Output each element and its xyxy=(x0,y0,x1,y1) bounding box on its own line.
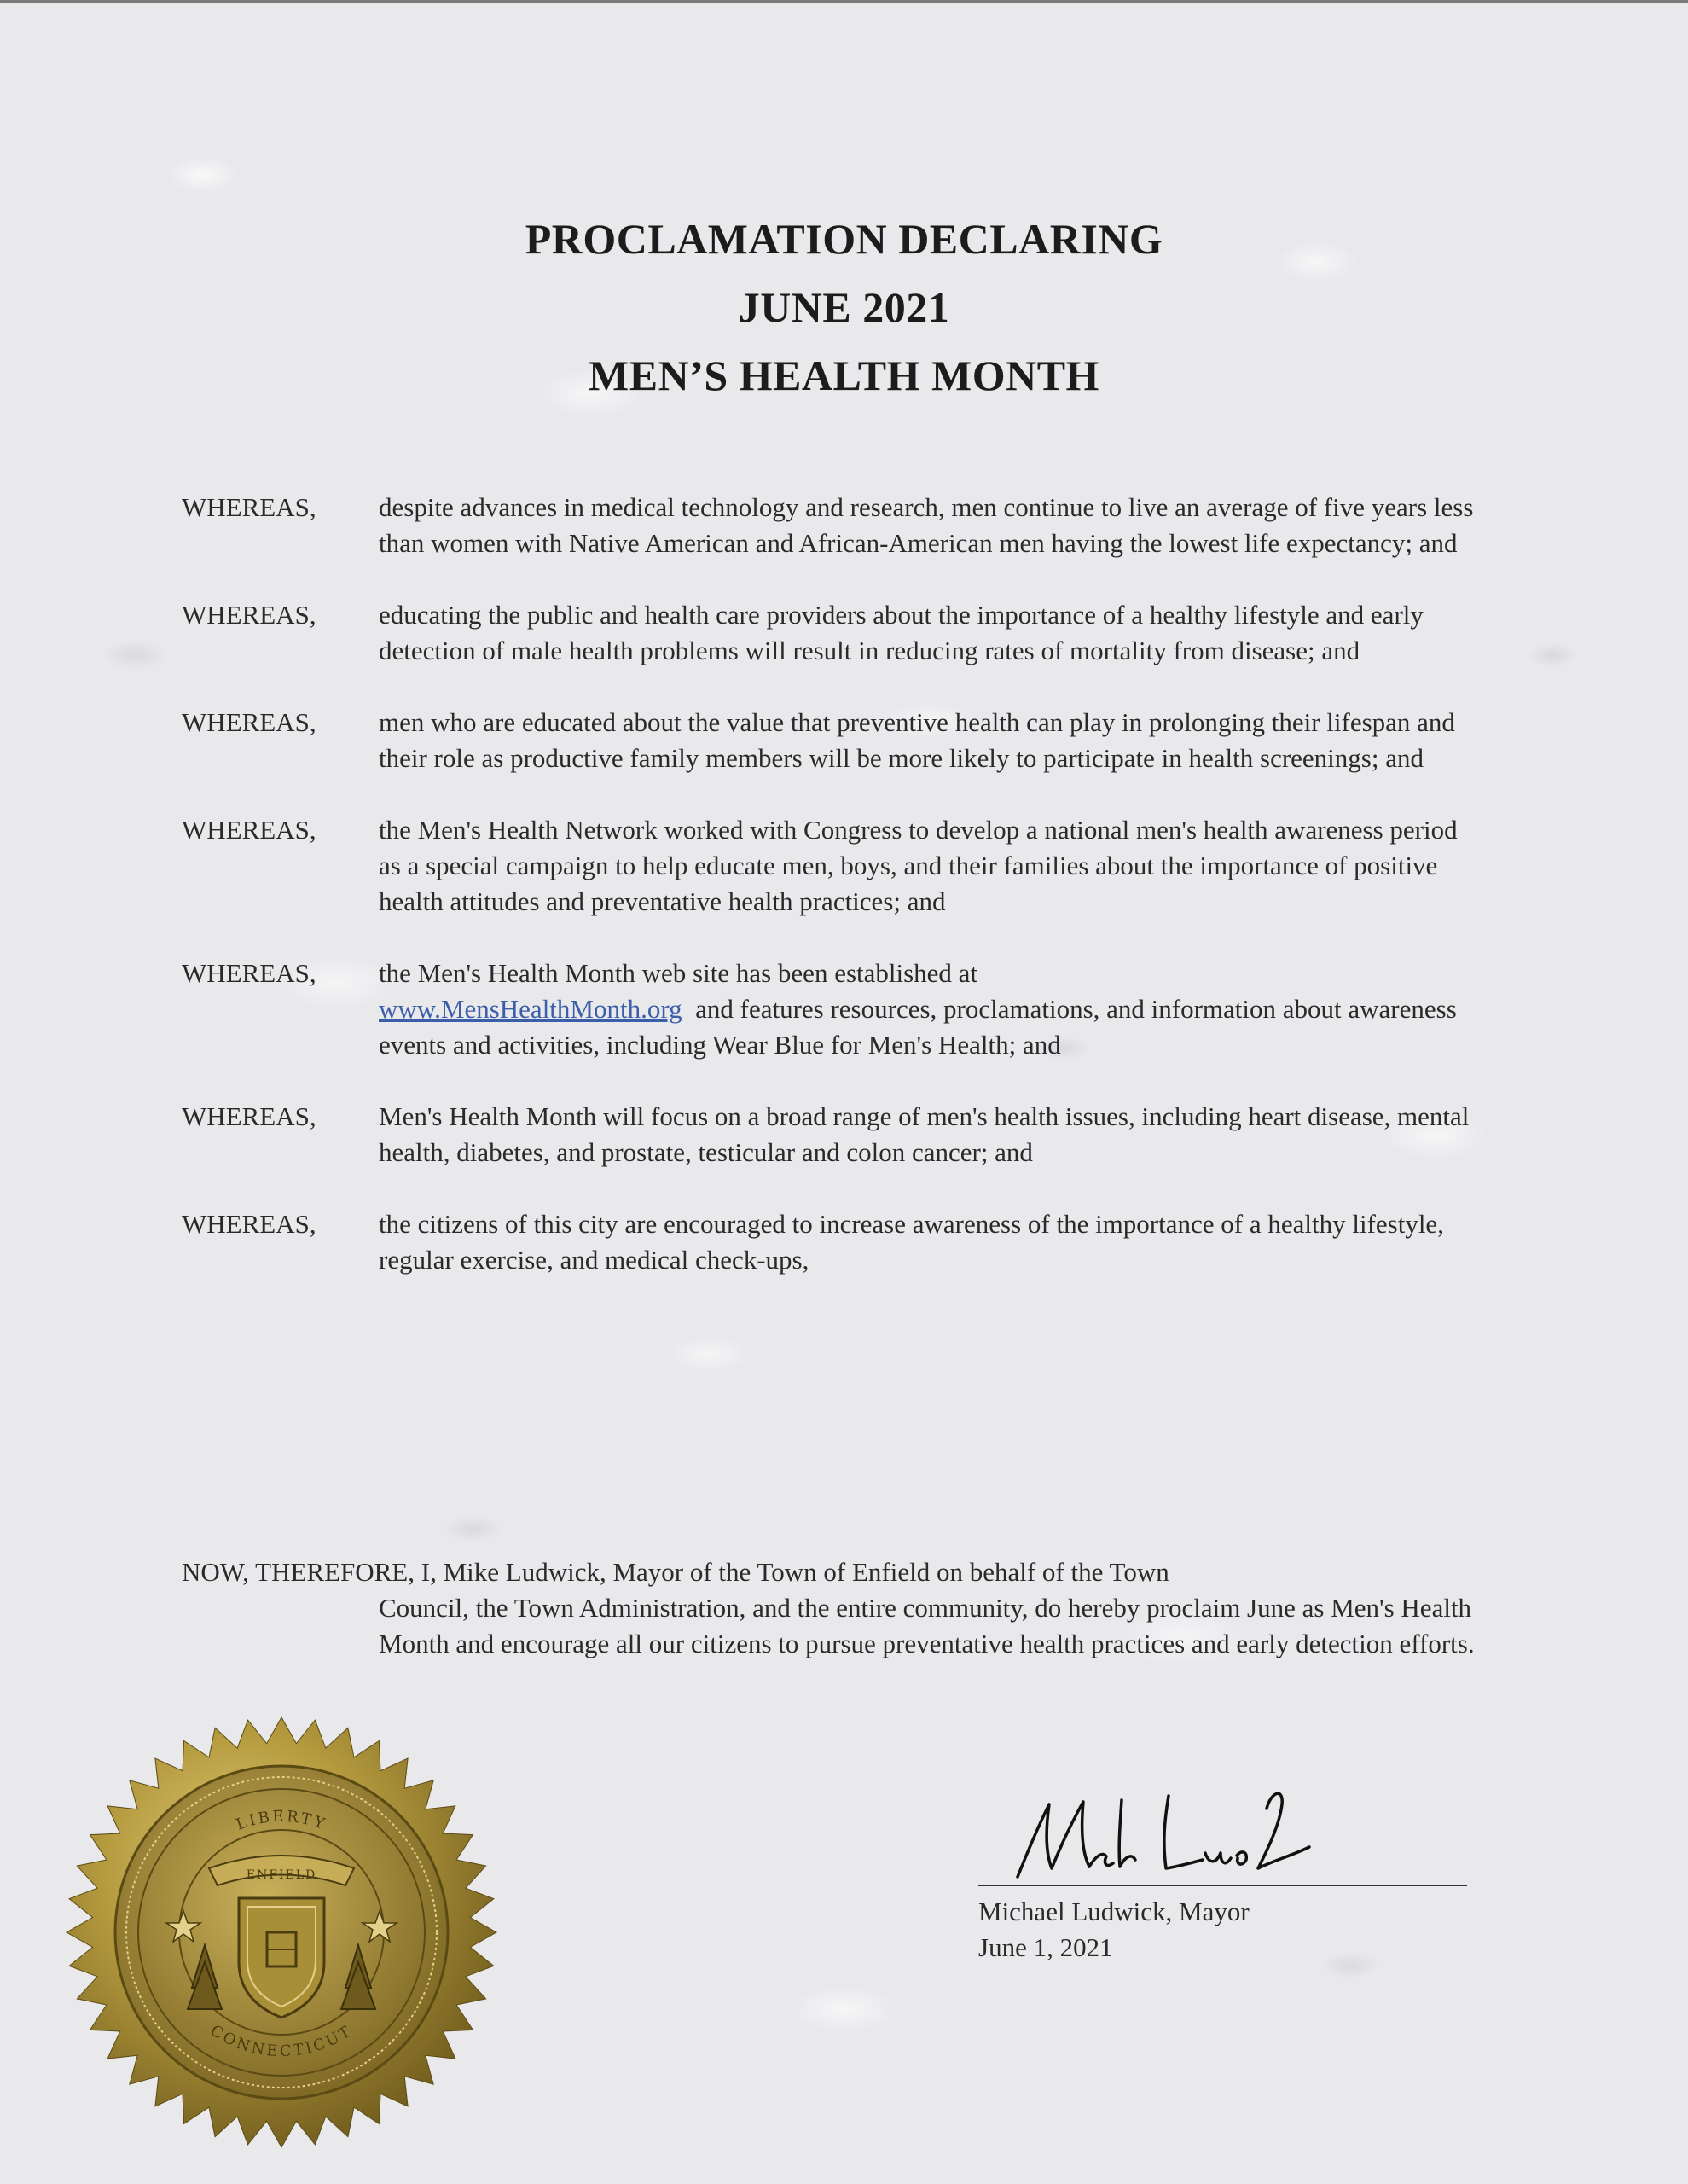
seal-top-text: LIBERTY xyxy=(234,1807,329,1834)
website-link[interactable]: www.MensHealthMonth.org xyxy=(379,994,682,1024)
clause-text: the citizens of this city are encouraged to increase awareness of the importance of a healthy lifestyle, regular exercise, and medical check-ups, xyxy=(379,1209,1444,1275)
clause-text-after-link: and features resources, proclamations, and information about awareness events and activities, including Wear Blue for Men's Health; and xyxy=(379,994,1457,1060)
clause-text: Men's Health Month will focus on a broad range of men's health issues, including heart disease, mental health, diabetes, and prostate, testicular and colon cancer; and xyxy=(379,1101,1470,1167)
town-seal-icon xyxy=(64,1715,499,2150)
resolution-first-line xyxy=(182,1554,1478,1590)
resolution-first-line-text: I, Mike Ludwick, Mayor of the Town of Enfield on behalf of the Town xyxy=(421,1557,1169,1587)
whereas-keyword: WHEREAS, xyxy=(182,600,316,630)
clause-text: educating the public and health care providers about the importance of a healthy lifestyle and early detection of male health problems will result in reducing rates of mortality from disease; and xyxy=(379,600,1424,665)
resolution-paragraph xyxy=(182,1554,1478,1662)
clause-text: men who are educated about the value that preventive health can play in prolonging their lifespan and their role as productive family members will be more likely to participate in health screenings; and xyxy=(379,707,1455,773)
whereas-clause-1 xyxy=(182,490,1478,561)
signature-date: June 1, 2021 xyxy=(978,1932,1113,1962)
clause-text-before-link: the Men's Health Month web site has been established at xyxy=(379,958,978,988)
seal-banner-text: ENFIELD xyxy=(246,1868,317,1882)
proclamation-title xyxy=(0,205,1688,410)
whereas-clauses xyxy=(182,490,1478,1314)
title-line-1: PROCLAMATION DECLARING xyxy=(525,215,1163,263)
title-line-3: MEN’S HEALTH MONTH xyxy=(589,351,1099,399)
whereas-keyword: WHEREAS, xyxy=(182,815,316,845)
whereas-clause-4 xyxy=(182,812,1478,920)
signature-line xyxy=(978,1885,1467,1886)
clause-text: the Men's Health Network worked with Congress to develop a national men's health awareness period as a special campaign to help educate men, boys, and their families about the importance of positive health attitudes and preventative health practices; and xyxy=(379,815,1458,916)
whereas-keyword: WHEREAS, xyxy=(182,1101,316,1131)
resolution-text: Council, the Town Administration, and the entire community, do hereby proclaim June as Men's Health Month and encourage all our citizens to pursue preventative health practices and early detection efforts. xyxy=(379,1593,1475,1658)
signer-name: Michael Ludwick, Mayor xyxy=(978,1896,1250,1926)
whereas-keyword: WHEREAS, xyxy=(182,1209,316,1239)
mayor-signature xyxy=(1011,1774,1335,1885)
whereas-clause-2 xyxy=(182,597,1478,669)
whereas-clause-6 xyxy=(182,1099,1478,1170)
whereas-clause-3 xyxy=(182,705,1478,776)
whereas-keyword: WHEREAS, xyxy=(182,707,316,737)
whereas-clause-5 xyxy=(182,956,1478,1063)
page-top-edge xyxy=(0,0,1688,3)
resolution-keyword: NOW, THEREFORE, xyxy=(182,1557,415,1587)
title-line-2: JUNE 2021 xyxy=(738,283,950,331)
whereas-keyword: WHEREAS, xyxy=(182,958,316,988)
seal-bottom-text: CONNECTICUT xyxy=(206,2021,357,2061)
whereas-keyword: WHEREAS, xyxy=(182,492,316,522)
whereas-clause-7 xyxy=(182,1206,1478,1278)
clause-text xyxy=(379,956,1478,1063)
clause-text: despite advances in medical technology and research, men continue to live an average of five years less than women with Native American and African-American men having the lowest life expectancy; and xyxy=(379,492,1474,558)
